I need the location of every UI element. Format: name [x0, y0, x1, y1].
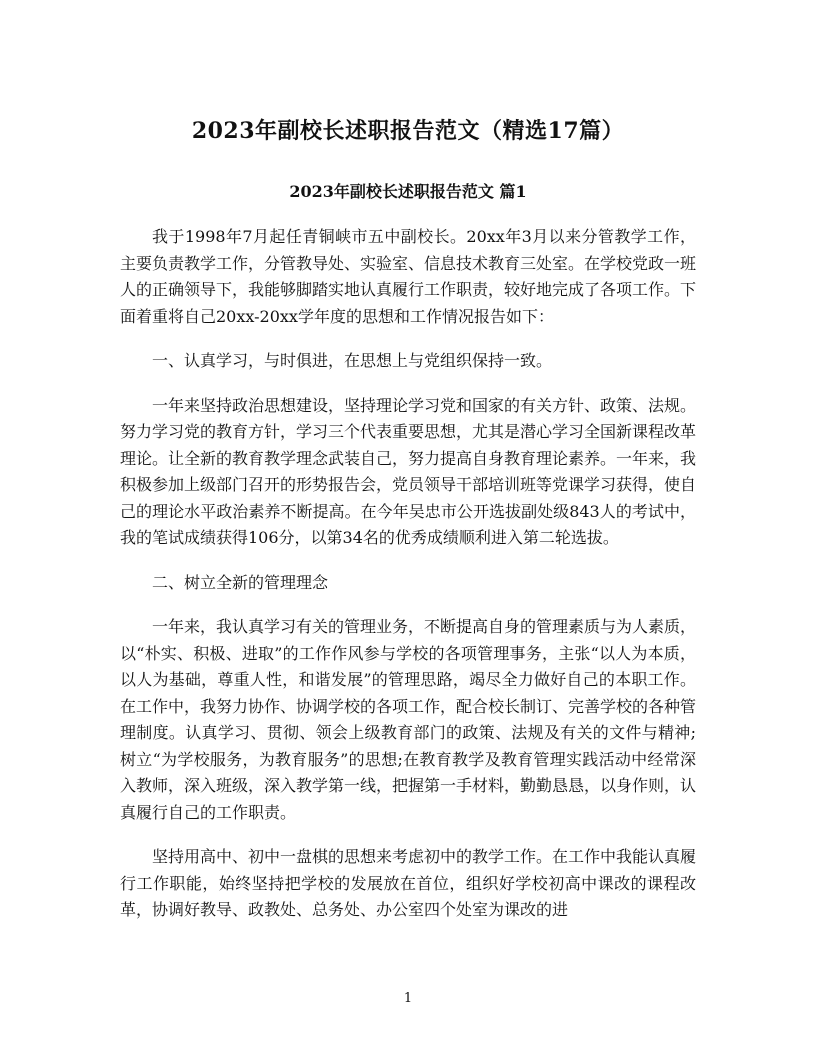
page-number: 1: [403, 991, 413, 1006]
document-body: [120, 224, 696, 942]
paragraph-management: 一年来，我认真学习有关的管理业务，不断提高自身的管理素质与为人素质，以“朴实、积极、进取”的工作作风参与学校的各项管理事务，主张“以人为本质，以人为基础，尊重人性，和谐发展”的管理思路，竭尽全力做好自己的本职工作。在工作中，我努力协作、协调学校的各项工作，配合校长制订、完善学校的各种管理制度。认真学习、贯彻、领会上级教育部门的政策、法规及有关的文件与精神;树立“为学校服务，为教育服务”的思想;在教育教学及教育管理实践活动中经常深入教师，深入班级，深入教学第一线，把握第一手材料，勤勤恳恳，以身作则，认真履行自己的工作职责。: [120, 617, 697, 822]
document-title: 2023年副校长述职报告范文（精选17篇）: [191, 118, 625, 144]
section-heading: 2023年副校长述职报告范文 篇1: [289, 182, 527, 201]
paragraph-heading-two: 二、树立全新的管理理念: [152, 572, 329, 592]
paragraph-teaching: 坚持用高中、初中一盘棋的思想来考虑初中的教学工作。在工作中我能认真履行工作职能，始终坚持把学校的发展放在首位，组织好学校初高中课改的课程改革，协调好教导、政教处、总务处、办公室四个处室为课改的进: [120, 847, 697, 919]
paragraph-study: 一年来坚持政治思想建设，坚持理论学习党和国家的有关方针、政策、法规。努力学习党的教育方针，学习三个代表重要思想，尤其是潜心学习全国新课程改革理论。让全新的教育教学理念武装自己，努力提高自身教育理论素养。一年来，我积极参加上级部门召开的形势报告会，党员领导干部培训班等党课学习获得，使自己的理论水平政治素养不断提高。在今年吴忠市公开选拔副处级843人的考试中，我的笔试成绩获得106分，以第34名的优秀成绩顺利进入第二轮选拔。: [120, 395, 697, 547]
paragraph-heading-one: 一、认真学习，与时俱进，在思想上与党组织保持一致。: [152, 351, 553, 370]
paragraph-intro: 我于1998年7月起任青铜峡市五中副校长。20xx年3月以来分管教学工作，主要负责教学工作，分管教导处、实验室、信息技术教育三处室。在学校党政一班人的正确领导下，我能够脚踏实地认真履行工作职责，较好地完成了各项工作。下面着重将自己20xx-20xx学年度的思想和工作情况报告如下：: [120, 227, 697, 326]
